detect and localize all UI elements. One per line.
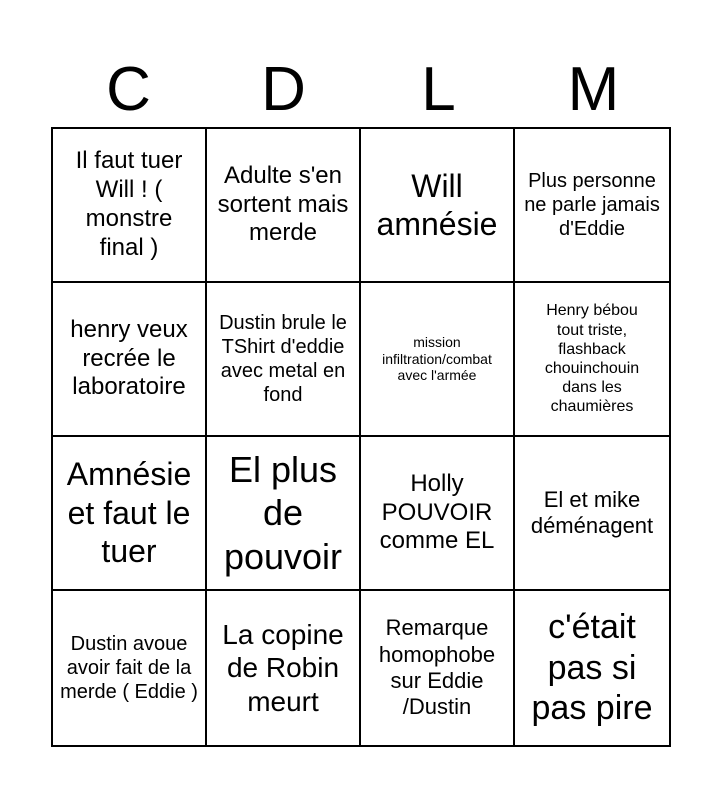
cell-text: mission infiltration/combat avec l'armée: [382, 333, 492, 384]
bingo-cell-r2c3[interactable]: [361, 283, 515, 437]
bingo-cell-r1c2[interactable]: [207, 129, 361, 283]
bingo-cell-r4c3[interactable]: [361, 591, 515, 745]
cell-text: Will amnésie: [376, 167, 498, 242]
bingo-cell-r4c1[interactable]: [53, 591, 207, 745]
cell-text: Il faut tuer Will ! ( monstre final ): [75, 147, 183, 261]
bingo-board: [51, 127, 671, 747]
cell-text: Henry bébou tout triste, flashback chouinchouin dans les chaumières: [544, 302, 640, 416]
cell-text: Dustin brule le TShirt d'eddie avec metal en fond: [219, 312, 347, 406]
cell-text: La copine de Robin meurt: [222, 618, 344, 717]
bingo-cell-r2c1[interactable]: [53, 283, 207, 437]
cell-text: El plus de pouvoir: [223, 449, 343, 577]
bingo-cell-r3c2[interactable]: [207, 437, 361, 591]
bingo-cell-r1c1[interactable]: [53, 129, 207, 283]
bingo-cell-r3c4[interactable]: [515, 437, 669, 591]
cell-text: Amnésie et faut le tuer: [66, 456, 192, 570]
bingo-cell-r4c2[interactable]: [207, 591, 361, 745]
header-letter-d: D: [261, 55, 306, 124]
cell-text: El et mike déménagent: [530, 486, 654, 538]
cell-text: Dustin avoue avoir fait de la merde ( Eddie ): [60, 633, 198, 703]
cell-text: Adulte s'en sortent mais merde: [217, 161, 349, 247]
cell-text: henry veux recrée le laboratoire: [70, 315, 188, 401]
cell-text: Remarque homophobe sur Eddie /Dustin: [378, 615, 496, 720]
cell-text: Holly POUVOIR comme EL: [379, 469, 495, 555]
header-letter-l: L: [421, 55, 456, 124]
bingo-cell-r2c2[interactable]: [207, 283, 361, 437]
bingo-cell-r1c3[interactable]: [361, 129, 515, 283]
bingo-cell-r1c4[interactable]: [515, 129, 669, 283]
bingo-cell-r2c4[interactable]: [515, 283, 669, 437]
cell-text: Plus personne ne parle jamais d'Eddie: [524, 170, 660, 240]
bingo-cell-r4c4[interactable]: [515, 591, 669, 745]
cell-text: c'était pas si pas pire: [531, 607, 653, 728]
bingo-header: [51, 52, 671, 128]
header-letter-c: C: [106, 55, 151, 124]
header-letter-m: M: [567, 55, 620, 124]
bingo-cell-r3c3[interactable]: [361, 437, 515, 591]
bingo-cell-r3c1[interactable]: [53, 437, 207, 591]
